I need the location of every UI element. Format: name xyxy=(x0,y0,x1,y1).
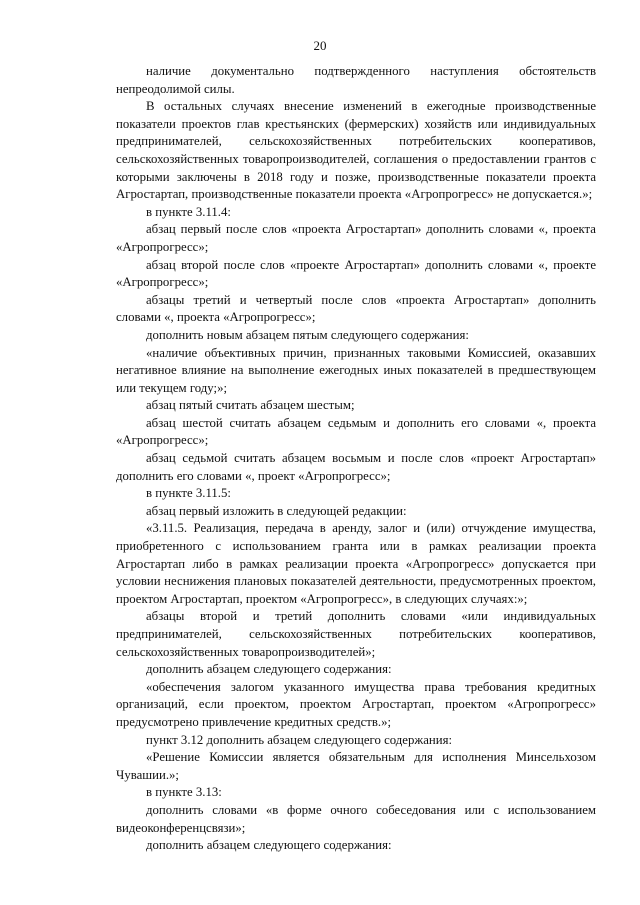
paragraph: пункт 3.12 дополнить абзацем следующего содержания: xyxy=(146,732,453,747)
page-number: 20 xyxy=(313,38,327,53)
paragraph: абзацы второй и третий дополнить словами «или индивидуальных предпринимателей, сельскохозяйственных потребительских кооперативов, сельскохозяйственных товаропроизводителей»; xyxy=(116,609,596,659)
paragraph: В остальных случаях внесение изменений в ежегодные производственные показатели проектов глав крестьянских (фермерских) хозяйств или индивидуальных предпринимателей, сельскохозяйственных потребительских кооперативов, сельскохозяйственных товаропроизводителей, соглашения о предоставлении грантов с которыми заключены в 2018 году и позже, производственные показатели проекта Агростартап, производственные показатели проекта «Агропрогресс» не допускается.»; xyxy=(116,99,596,202)
paragraph: в пункте 3.11.4: xyxy=(146,204,231,219)
paragraph: наличие документально подтвержденного наступления обстоятельств непреодолимой силы. xyxy=(116,64,596,96)
paragraph: дополнить новым абзацем пятым следующего содержания: xyxy=(146,327,469,342)
paragraph: дополнить словами «в форме очного собеседования или с использованием видеоконференцсвязи»; xyxy=(116,802,596,835)
paragraph: абзацы третий и четвертый после слов «проекта Агростартап» дополнить словами «, проекта «Агропрогресс»; xyxy=(116,292,596,325)
paragraph: в пункте 3.11.5: xyxy=(146,486,231,501)
paragraph: абзац первый после слов «проекта Агростартап» дополнить словами «, проекта «Агропрогресс»; xyxy=(116,222,596,254)
paragraph: в пункте 3.13: xyxy=(146,785,222,800)
paragraph: абзац первый изложить в следующей редакции: xyxy=(146,503,407,518)
paragraph: «3.11.5. Реализация, передача в аренду, залог и (или) отчуждение имущества, приобретенного с использованием гранта или в рамках реализации проекта Агростартап либо в рамках реализации проекта «Агропрогресс» допускается при условии неснижения плановых показателей деятельности, предусмотренных проектом, проектом Агростартап, проектом «Агропрогресс», в следующих случаях:»; xyxy=(116,521,596,606)
paragraph: абзац шестой считать абзацем седьмым и дополнить его словами «, проекта «Агропрогресс»; xyxy=(116,415,596,448)
paragraph: абзац пятый считать абзацем шестым; xyxy=(146,398,355,413)
paragraph: «Решение Комиссии является обязательным для исполнения Минсельхозом Чувашии.»; xyxy=(116,750,596,782)
paragraph: «обеспечения залогом указанного имущества права требования кредитных организаций, если проектом, проектом Агростартап, проектом «Агропрогресс» предусмотрено привлечение кредитных средств.»; xyxy=(116,679,596,729)
paragraph: дополнить абзацем следующего содержания: xyxy=(146,662,392,677)
paragraph: дополнить абзацем следующего содержания: xyxy=(146,838,392,853)
document-body xyxy=(116,63,596,855)
paragraph: абзац седьмой считать абзацем восьмым и после слов «проект Агростартап» дополнить его словами «, проект «Агропрогресс»; xyxy=(116,451,596,483)
paragraph: «наличие объективных причин, признанных таковыми Комиссией, оказавших негативное влияние на выполнение ежегодных иных показателей в предшествующем или текущем году;»; xyxy=(116,345,596,395)
paragraph: абзац второй после слов «проекте Агростартап» дополнить словами «, проекте «Агропрогресс»; xyxy=(116,257,596,290)
